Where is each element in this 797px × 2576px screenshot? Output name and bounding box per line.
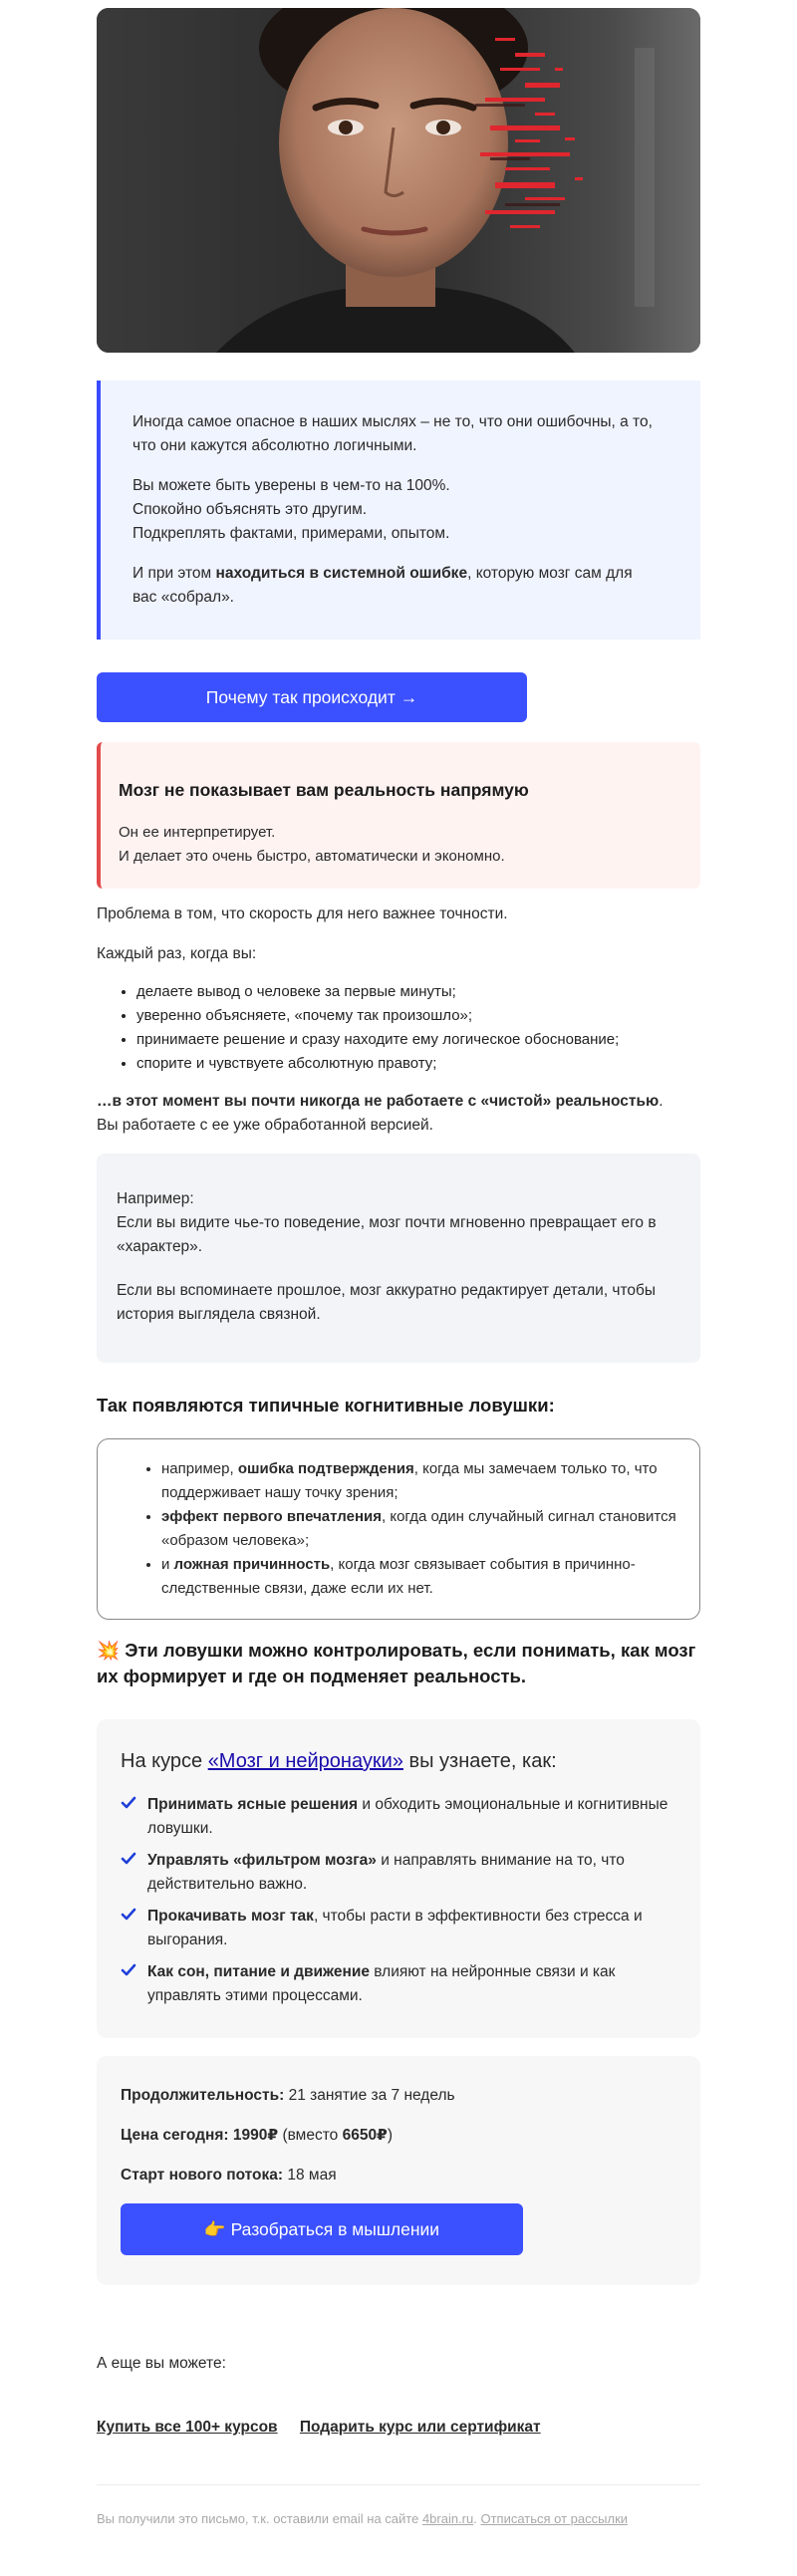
benefit-rest: , чтобы расти в эффективности без стресса и выгорания. — [147, 1908, 643, 1948]
extra-links — [97, 2419, 700, 2437]
alert-title: Мозг не показывает вам реальность напрямую — [119, 780, 529, 800]
intro-text: И при этом — [133, 565, 216, 582]
trap-bold: ошибка подтверждения — [237, 1460, 414, 1477]
duration-label: Продолжительность: — [121, 2087, 285, 2104]
each-time-text: Каждый раз, когда вы: — [97, 945, 257, 962]
list-item: • уверенно объясняете, «почему так произошло»; — [136, 1004, 700, 1028]
intro-line: Спокойно объяснять это другим. — [133, 501, 368, 518]
example-block — [97, 1154, 700, 1363]
intro-line: Вы можете быть уверены в чем-то на 100%. — [133, 477, 450, 494]
benefit-bold: Управлять «фильтром мозга» — [147, 1852, 377, 1869]
benefit-item — [121, 1849, 676, 1897]
gift-link[interactable]: Подарить курс или сертификат — [299, 2419, 541, 2436]
example-line: Например: — [117, 1190, 194, 1207]
footer — [97, 2511, 700, 2526]
check-icon — [121, 1907, 136, 1923]
benefit-rest: влияют на нейронные связи и как управлять этими процессами. — [147, 1963, 616, 2004]
trap-bold: эффект первого впечатления — [161, 1508, 382, 1525]
trap-item — [161, 1553, 677, 1601]
check-icon — [121, 1795, 136, 1811]
price-row — [121, 2124, 676, 2148]
list-item: • спорите и чувствуете абсолютную правоту; — [136, 1052, 700, 1076]
intro-paragraph-1: Иногда самое опасное в наших мыслях – не то, что они ошибочны, а то, что они кажутся абсолютно логичными. — [133, 413, 653, 454]
control-heading — [97, 1638, 700, 1689]
price-end: ) — [387, 2127, 394, 2144]
portrait-glitch-icon — [97, 8, 700, 353]
alert-text — [119, 821, 678, 869]
traps-title: Так появляются типичные когнитивные ловушки: — [97, 1395, 555, 1416]
price-mid: (вместо — [278, 2127, 343, 2144]
example-line: Если вы видите чье-то поведение, мозг почти мгновенно превращает его в «характер». — [117, 1214, 657, 1255]
moment-dot: . — [659, 1093, 664, 1110]
intro-text: , которую мозг сам для вас «собрал». — [133, 565, 633, 606]
alert-line: Он ее интерпретирует. — [119, 824, 276, 841]
trap-post: , когда мозг связывает события в причинно-следственные связи, даже если их нет. — [161, 1556, 636, 1597]
course-block — [97, 1719, 700, 2038]
list-item: • принимаете решение и сразу находите ему логическое обоснование; — [136, 1028, 700, 1052]
footer-sep: . — [473, 2511, 481, 2526]
benefit-item — [121, 1793, 676, 1841]
trap-pre: например, — [161, 1460, 238, 1477]
benefit-bold: Принимать ясные решения — [147, 1796, 359, 1813]
site-link[interactable]: 4brain.ru — [421, 2511, 474, 2526]
think-button-label: Разобраться в мышлении — [230, 2219, 440, 2239]
duration-row — [121, 2084, 676, 2108]
course-link[interactable]: «Мозг и нейронауки» — [207, 1750, 403, 1772]
benefit-rest: и направлять внимание на то, что действительно важно. — [147, 1852, 625, 1893]
trap-item — [161, 1457, 677, 1505]
situations-list — [97, 980, 700, 1076]
course-lead — [121, 1747, 676, 1775]
traps-box — [97, 1438, 700, 1620]
alert-block — [97, 742, 700, 889]
think-button[interactable] — [121, 2203, 523, 2255]
unsubscribe-link[interactable]: Отписаться от рассылки — [480, 2511, 629, 2526]
moment-line-2: Вы работаете с ее уже обработанной версией. — [97, 1117, 433, 1134]
intro-bold: находиться в системной ошибке — [215, 565, 468, 582]
intro-paragraph-2 — [133, 474, 653, 546]
moment-text — [97, 1090, 700, 1138]
benefit-rest: и обходить эмоциональные и когнитивные ловушки. — [147, 1796, 668, 1837]
trap-post: , когда мы замечаем только то, что поддерживает нашу точку зрения; — [161, 1460, 658, 1501]
start-label: Старт нового потока: — [121, 2167, 284, 2184]
trap-bold: ложная причинность — [173, 1556, 331, 1573]
footer-text: Вы получили это письмо, т.к. оставили email на сайте — [97, 2511, 422, 2526]
control-heading-text: Эти ловушки можно контролировать, если понимать, как мозг их формирует и где он подменяет реальность. — [97, 1640, 696, 1686]
divider — [97, 2484, 700, 2485]
intro-paragraph-3 — [133, 562, 653, 610]
why-button[interactable]: Почему так происходит → — [97, 672, 527, 722]
course-info-block — [97, 2056, 700, 2285]
also-text: А еще вы можете: — [97, 2355, 226, 2372]
course-lead-pre: На курсе — [121, 1750, 208, 1772]
alert-line: И делает это очень быстро, автоматически и экономно. — [119, 848, 505, 865]
trap-pre: и — [161, 1556, 174, 1573]
moment-bold: …в этот момент вы почти никогда не работаете с «чистой» реальностью — [97, 1093, 660, 1110]
check-icon — [121, 1851, 136, 1867]
trap-post: , когда один случайный сигнал становится «образом человека»; — [161, 1508, 676, 1549]
pointing-hand-icon: 👉 — [203, 2219, 226, 2239]
example-paragraph-1 — [117, 1187, 678, 1259]
example-paragraph-2: Если вы вспоминаете прошлое, мозг аккуратно редактирует детали, чтобы история выглядела связной. — [117, 1282, 657, 1323]
problem-text: Проблема в том, что скорость для него важнее точности. — [97, 905, 508, 922]
benefit-bold: Прокачивать мозг так — [147, 1908, 314, 1925]
boom-icon: 💥 — [97, 1640, 121, 1661]
benefit-item — [121, 1960, 676, 2008]
check-icon — [121, 1962, 136, 1978]
benefit-item — [121, 1905, 676, 1952]
trap-item — [161, 1505, 677, 1553]
start-value: 18 мая — [283, 2167, 337, 2184]
benefit-bold: Как сон, питание и движение — [147, 1963, 370, 1980]
hero-image — [97, 8, 700, 353]
intro-line: Подкреплять фактами, примерами, опытом. — [133, 525, 450, 542]
price-label: Цена сегодня: 1990₽ — [121, 2127, 279, 2144]
traps-list — [122, 1457, 677, 1601]
course-lead-post: вы узнаете, как: — [402, 1750, 557, 1772]
list-item: • делаете вывод о человеке за первые минуты; — [136, 980, 700, 1004]
intro-block — [97, 381, 700, 640]
buy-all-link[interactable]: Купить все 100+ курсов — [97, 2419, 278, 2436]
start-row — [121, 2164, 676, 2188]
email-body — [97, 8, 700, 2526]
duration-value: 21 занятие за 7 недель — [284, 2087, 455, 2104]
price-old: 6650₽ — [342, 2127, 388, 2144]
